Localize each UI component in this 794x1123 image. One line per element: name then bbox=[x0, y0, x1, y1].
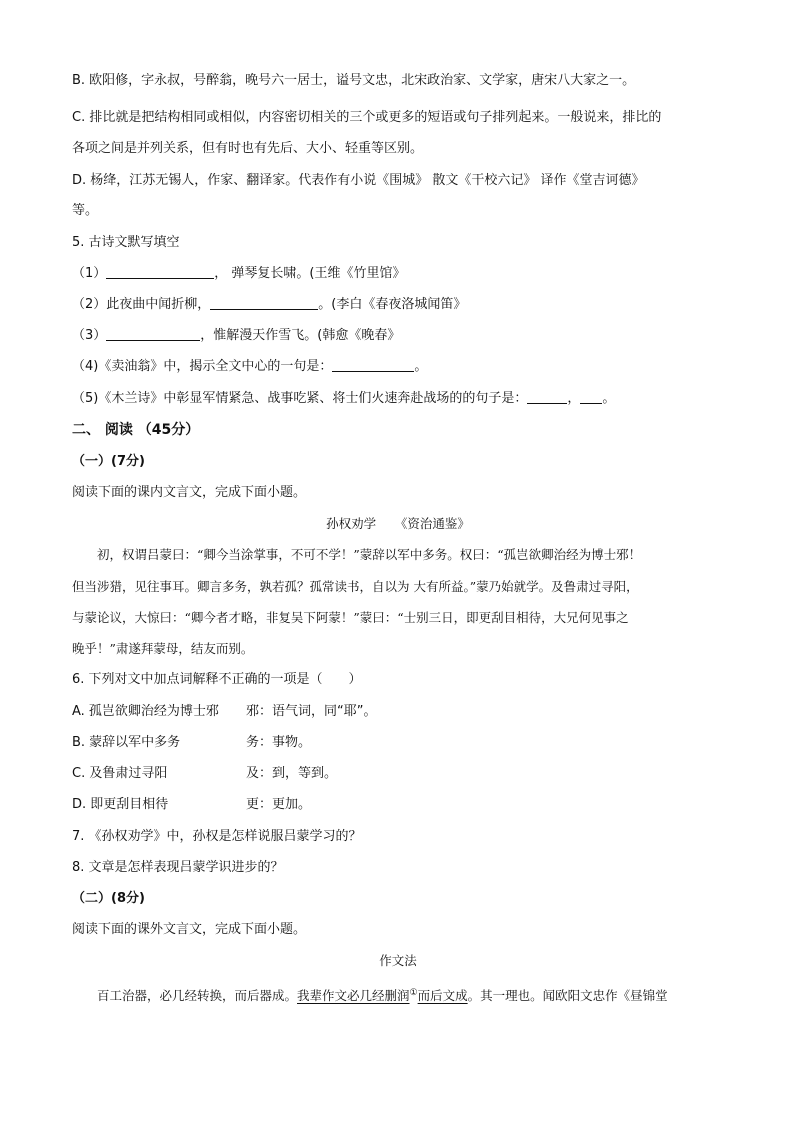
q5-item-3-post: ，惟解漫天作雪飞。(韩愈《晚春》 bbox=[200, 328, 401, 343]
passage-1-line-4: 晚乎！”肃遂拜蒙母，结友而别。 bbox=[72, 641, 254, 656]
q6-stem: 6. 下列对文中加点词解释不正确的一项是（ ） bbox=[72, 672, 362, 687]
passage-1-line-1: 初，权谓吕蒙曰：“卿今当涂掌事，不可不学！”蒙辞以军中多务。权曰：“孤岂欲卿治经为博士邪！ bbox=[72, 547, 642, 562]
q5-item-1 bbox=[72, 264, 724, 284]
passage-2-title: 作文法 bbox=[379, 953, 417, 968]
q5-blank-5b[interactable] bbox=[580, 389, 602, 404]
q6-option-a-phrase: A. 孤岂欲卿治经为博士邪 bbox=[72, 704, 219, 719]
part-2-title: （二）(8分) bbox=[72, 891, 145, 906]
q6-option-b-gloss: 务：事物。 bbox=[246, 735, 312, 750]
q5-item-1-post: ， 弹琴复长啸。(王维《竹里馆》 bbox=[214, 266, 406, 281]
q5-item-3-pre: （3） bbox=[72, 328, 107, 343]
q5-blank-3[interactable] bbox=[106, 326, 200, 341]
option-c-line2: 各项之间是并列关系，但有时也有先后、大小、轻重等区别。 bbox=[72, 141, 424, 156]
q6-option-d-gloss: 更：更加。 bbox=[246, 797, 312, 812]
q5-blank-4[interactable] bbox=[332, 357, 414, 372]
part-2-intro: 阅读下面的课外文言文，完成下面小题。 bbox=[72, 922, 307, 937]
q5-item-2 bbox=[72, 295, 724, 315]
q7-stem: 7. 《孙权劝学》中，孙权是怎样说服吕蒙学习的？ bbox=[72, 829, 362, 844]
passage-2-line-1 bbox=[72, 983, 724, 1006]
q5-item-4-pre: （4)《卖油翁》中，揭示全文中心的一句是： bbox=[72, 359, 333, 374]
option-d-line2: 等。 bbox=[72, 203, 99, 218]
footnote-marker: ① bbox=[409, 988, 418, 998]
option-c-line1: C. 排比就是把结构相同或相似，内容密切相关的三个或更多的短语或句子排列起来。一般说来，排比的 bbox=[72, 110, 662, 125]
q5-item-5-mid: ， bbox=[567, 391, 581, 406]
passage-2-text-b: 。其一理也。闻欧阳文忠作《昼锦堂 bbox=[467, 988, 668, 1004]
q6-option-a-gloss: 邪：语气词，同“耶”。 bbox=[246, 704, 377, 719]
q5-item-5-pre: （5)《木兰诗》中彰显军情紧急、战事吃紧、将士们火速奔赴战场的的句子是： bbox=[72, 391, 528, 406]
q6-option-b[interactable] bbox=[72, 733, 724, 753]
q5-item-2-pre: （2）此夜曲中闻折柳， bbox=[72, 297, 211, 312]
q6-option-a[interactable] bbox=[72, 702, 724, 722]
passage-2-text-a: 百工治器，必几经转换，而后器成。 bbox=[72, 988, 298, 1004]
q5-item-4-post: 。 bbox=[414, 359, 428, 374]
option-b-text: B. 欧阳修，字永叔，号醉翁，晚号六一居士，谥号文忠，北宋政治家、文学家，唐宋八大家之一。 bbox=[72, 73, 636, 88]
q8-stem: 8. 文章是怎样表现吕蒙学识进步的？ bbox=[72, 860, 284, 875]
q5-blank-5a[interactable] bbox=[527, 389, 567, 404]
part-1-intro: 阅读下面的课内文言文，完成下面小题。 bbox=[72, 485, 307, 500]
q5-item-3 bbox=[72, 326, 724, 346]
passage-2-underlined-1: 我辈作文必几经删润 bbox=[297, 988, 410, 1004]
q5-item-2-post: 。(李白《春夜洛城闻笛》 bbox=[318, 297, 467, 312]
q5-item-5-post: 。 bbox=[602, 391, 616, 406]
q5-item-1-pre: （1） bbox=[72, 266, 107, 281]
passage-1-line-2: 但当涉猎，见往事耳。卿言多务，孰若孤？孤常读书，自以为 大有所益。”蒙乃始就学。及鲁肃过寻阳， bbox=[72, 579, 639, 594]
passage-1-title: 孙权劝学 《资治通鉴》 bbox=[326, 516, 470, 531]
q6-option-c-gloss: 及：到，等到。 bbox=[246, 766, 338, 781]
q5-blank-2[interactable] bbox=[210, 295, 318, 310]
q6-option-b-phrase: B. 蒙辞以军中多务 bbox=[72, 735, 181, 750]
q5-blank-1[interactable] bbox=[106, 264, 214, 279]
passage-2-underlined-2: 而后文成 bbox=[417, 988, 468, 1004]
q6-option-d-phrase: D. 即更刮目相待 bbox=[72, 797, 169, 812]
q5-item-4 bbox=[72, 357, 724, 377]
section-2-title: 二、 阅读 （45分） bbox=[72, 422, 200, 438]
passage-1-line-3: 与蒙论议，大惊曰：“卿今者才略，非复吴下阿蒙！”蒙曰：“士别三日，即更刮目相待，大兄何见事之 bbox=[72, 610, 629, 625]
q5-title: 5. 古诗文默写填空 bbox=[72, 235, 180, 250]
option-d-line1: D. 杨绛，江苏无锡人，作家、翻译家。代表作有小说《围城》 散文《干校六记》 译作《堂吉诃德》 bbox=[72, 173, 645, 188]
q6-option-c-phrase: C. 及鲁肃过寻阳 bbox=[72, 766, 168, 781]
part-1-title: （一）(7分) bbox=[72, 454, 145, 469]
q6-option-c[interactable] bbox=[72, 764, 724, 784]
q5-item-5 bbox=[72, 389, 724, 409]
q6-option-d[interactable] bbox=[72, 795, 724, 815]
